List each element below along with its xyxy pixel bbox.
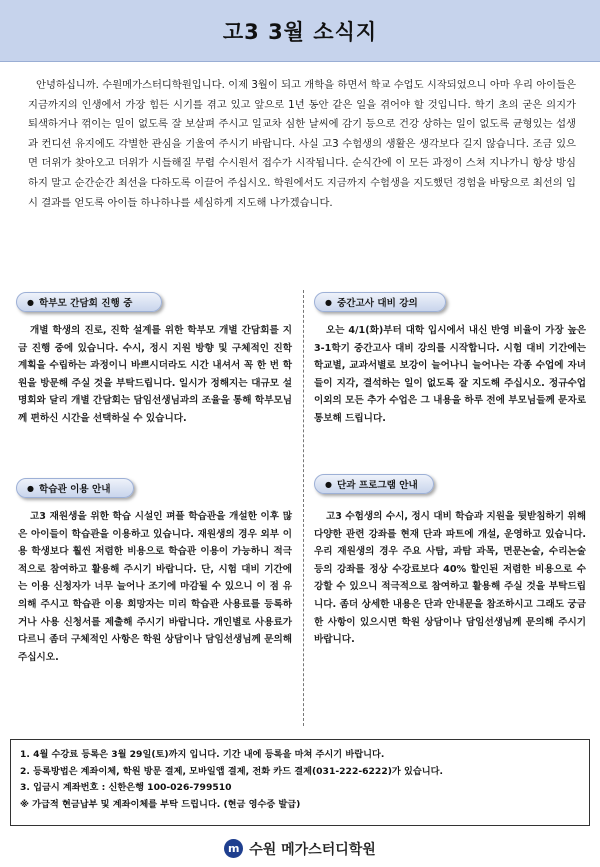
section-title-program: 단과 프로그램 안내: [336, 480, 418, 491]
academy-name: 수원 메가스터디학원: [249, 841, 376, 858]
section-body-consult: [18, 322, 292, 428]
notice-line-4: ※ 가급적 현금납부 및 계좌이체를 부탁 드립니다. (현금 영수증 발급): [20, 798, 301, 810]
bullet-icon: ●: [27, 483, 34, 493]
notice-line-1: 1. 4월 수강료 등록은 3월 29일(토)까지 입니다. 기간 내에 등록을 마쳐 주시기 바랍니다.: [20, 749, 385, 760]
notice-box: [10, 739, 590, 826]
section-body-study-hall: [18, 508, 292, 666]
intro-text: 안녕하십니까. 수원메가스터디학원입니다. 이제 3월이 되고 개학을 하면서 학교 수업도 시작되었으니 아마 우리 아이들은 지금까지의 인생에서 가장 힘든 시기를 겪고 있고 앞으로 1년 동안 같은 일을 겪어야 할 것입니다. 학기 초의 굳은 의지가 퇴색하거나 꺾이는 일이 없도록 잘 보살펴 주시고 일교차 심한 날씨에 감기 등으로 건강 상하는 일이 없도록 균형있는 섭생과 컨디션 유지에도 각별한 관심을 기울여 주시기 바랍니다. 사실 고3 수험생의 생활은 생각보다 길지 않습니다. 조금 있으면 더위가 찾아오고 더위가 시들해질 무렵 수시원서 접수가 시작됩니다. 순식간에 이 모든 과정이 스쳐 지나가니 항상 방심하지 말고 순간순간 최선을 다하도록 이끌어 주십시오. 학원에서도 지금까지 수험생을 지도했던 경험을 바탕으로 최선의 입시 결과를 얻도록 아이들 하나하나를 세심하게 지도해 나가겠습니다.: [28, 79, 576, 209]
bullet-icon: ●: [325, 479, 332, 489]
bullet-icon: ●: [325, 297, 332, 307]
column-divider: [303, 290, 304, 726]
study-hall-text: 고3 재원생을 위한 학습 시설인 펴플 학습관을 개설한 이후 많은 아이들이 학습관을 이용하고 있습니다. 재원생의 경우 외부 이용 학생보다 훨씬 저렴한 비용으로 학습관 이용이 가능하니 적극적으로 참여하고 활용해 주시기 바랍니다. 단, 시험 대비 기간에는 이용 신청자가 너무 늘어나 조기에 마감될 수 있으니 이 점 유의해 주시고 학습관 이용 희망자는 미리 학습관 사용료를 등록하거나 사용 신청서를 제출해 주시기 바랍니다. 개인별로 사용료가 다르니 좀더 구체적인 사항은 학원 상담이나 담임선생님께 문의해 주십시오.: [18, 511, 292, 663]
midterm-text: 오는 4/1(화)부터 대학 입시에서 내신 반영 비율이 가장 높은 3-1학기 중간고사 대비 강의를 시작합니다. 시험 대비 기간에는 학교별, 교과서별로 보강이 늘어나니 늘어나는 각종 수업에 자녀들이 지각, 결석하는 일이 없도록 잘 지도해 주십시오. 정규수업 이외의 모든 추가 수업은 그 내용을 하루 전에 부모님들께 문자로 통보해 드립니다.: [314, 325, 586, 424]
section-header-consult: [16, 292, 162, 312]
section-header-program: [314, 474, 434, 494]
footer-logo: [0, 830, 600, 867]
notice-line-2: 2. 등록방법은 계좌이체, 학원 방문 결제, 모바일앱 결제, 전화 카드 결제(031-222-6222)가 있습니다.: [20, 765, 443, 777]
program-text: 고3 수험생의 수시, 정시 대비 학습과 지원을 뒷받침하기 위해 다양한 관련 강좌를 현재 단과 파트에 개설, 운영하고 있습니다. 우리 재원생의 경우 주요 사탐, 과탐 과목, 면문논술, 수리논술 등의 강좌를 정상 수강료보다 40% 할인된 저렴한 비용으로 수강할 수 있으니 적극적으로 참여하고 활용해 주실 것을 부탁드립니다. 좀더 상세한 내용은 단과 안내문을 참조하시고 그래도 궁금한 사항이 있으시면 학원 상담이나 담임선생님께 문의해 주시기 바랍니다.: [314, 511, 586, 646]
consult-text: 개별 학생의 진로, 진학 설계를 위한 학부모 개별 간담회를 지금 진행 중에 있습니다. 수시, 정시 지원 방향 및 구체적인 진학 계획을 수립하는 과정이니 바쁘시더라도 시간 내셔서 꼭 한 번 학원을 방문해 주실 것을 부탁드립니다. 일시가 정해지는 대규모 설명회와 달리 개별 간담회는 담임선생님과의 조율을 통해 학부모님께 편하신 시간을 선택하실 수 있습니다.: [18, 325, 292, 424]
section-header-midterm: [314, 292, 446, 312]
section-body-midterm: [314, 322, 586, 428]
academy-logo-icon: m: [224, 839, 243, 858]
section-body-program: [314, 508, 586, 649]
section-title-study-hall: 학습관 이용 안내: [38, 484, 111, 495]
intro-letter: [28, 76, 576, 213]
section-title-consult: 학부모 간담회 진행 중: [38, 298, 133, 309]
bullet-icon: ●: [27, 297, 34, 307]
title-banner: [0, 0, 600, 62]
section-header-study-hall: [16, 478, 134, 498]
section-title-midterm: 중간고사 대비 강의: [336, 298, 418, 309]
notice-line-3: 3. 입금시 계좌번호 : 신한은행 100-026-799510: [20, 782, 232, 794]
page-title: 고3 3월 소식지: [222, 19, 378, 44]
